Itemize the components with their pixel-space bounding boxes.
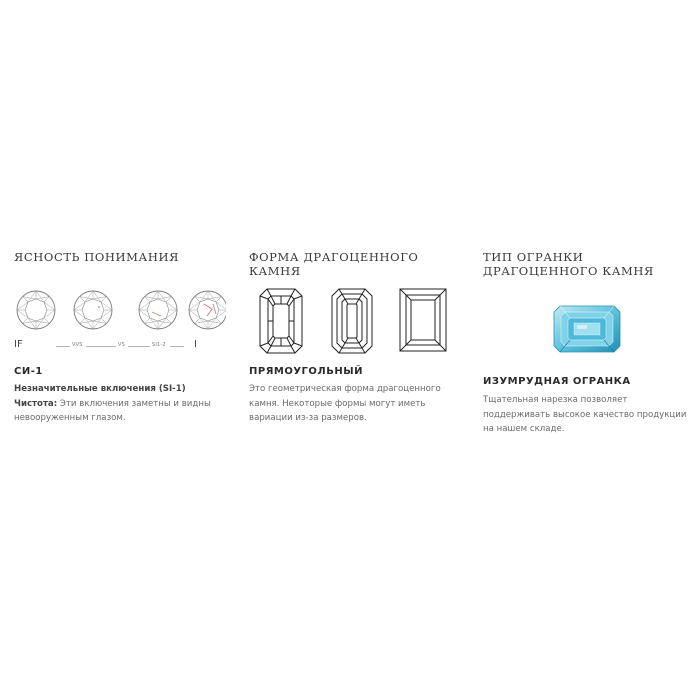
clarity-scale-right-label: I [194,339,197,350]
shape-name: ПРЯМОУГОЛЬНЫЙ [249,366,363,377]
clarity-column [14,250,226,423]
step-cut-outline-icon [400,289,446,351]
cut-name: ИЗУМРУДНАЯ ОГРАНКА [483,376,631,387]
cut-column [483,250,688,434]
round-diamond-clear-icon [17,291,55,329]
scale-line [170,346,184,347]
scale-line [56,346,70,347]
clarity-scale-left-label: IF [14,339,23,350]
cut-title: ТИП ОГРАНКИ ДРАГОЦЕННОГО КАМНЯ [483,250,654,278]
round-diamond-vs-icon [139,291,177,329]
shape-description: Это геометрическая форма драгоценного камня. Некоторые формы могут иметь вариации из-за размеров. [249,384,441,423]
scale-tick-vs: VS [118,342,125,348]
cut-description: Тщательная нарезка позволяет поддерживать высокое качество продукции на нашем складе. [483,395,687,434]
clarity-grade: СИ-1 [14,366,43,377]
clarity-diamond-row [14,286,226,340]
clarity-description-bold: Незначительные включения (SI-1) Чистота: [14,384,186,409]
shape-outlines-row [259,288,459,358]
round-diamond-included-icon [189,291,226,329]
clarity-scale [14,340,219,352]
emerald-cut-outline-icon [332,289,372,353]
clarity-title: ЯСНОСТЬ ПОНИМАНИЯ [14,250,179,264]
scale-tick-si: SI1-2 [152,342,166,348]
shape-column [249,250,461,423]
clarity-description [14,382,226,426]
scale-tick-vvs: VVS [72,342,83,348]
radiant-cut-outline-icon [260,289,302,353]
shape-title: ФОРМА ДРАГОЦЕННОГО КАМНЯ [249,250,419,278]
scale-line [128,346,150,347]
scale-line [86,346,116,347]
aquamarine-emerald-cut-gem-icon [553,305,621,357]
round-diamond-vvs-icon [74,291,112,329]
clarity-description-text: Эти включения заметны и видны невооруженным глазом. [14,398,211,423]
